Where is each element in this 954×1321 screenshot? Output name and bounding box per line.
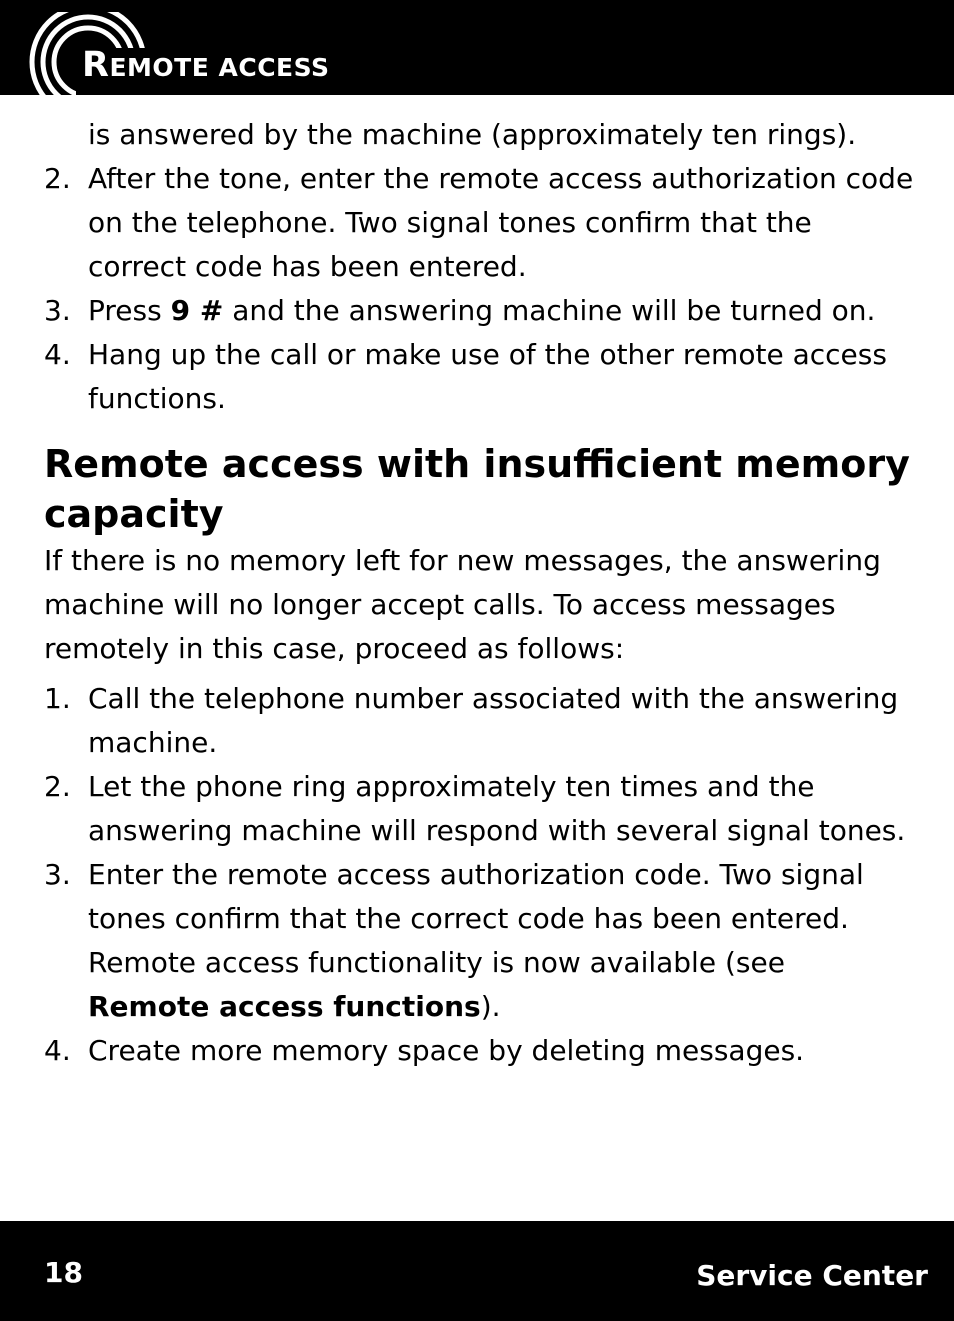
page-content [44,113,914,1073]
list-item [44,333,914,421]
item-number: 3. [44,294,71,327]
list-item [44,157,914,289]
page-header [0,0,954,95]
item-number: 2. [44,162,71,195]
steps-list-2 [44,677,914,1073]
item-text-post: ). [480,990,501,1023]
item-text: Call the telephone number associated with the answering machine. [88,682,899,759]
steps-list-1 [44,157,914,421]
item-number: 4. [44,1034,71,1067]
item-text: Hang up the call or make use of the other remote access functions. [88,338,887,415]
page-number: 18 [44,1256,83,1289]
list-item [44,853,914,1029]
page-footer [0,1221,954,1321]
item-key-combination: 9 # [170,294,224,327]
item-text: Enter the remote access authorization code. Two signal tones confirm that the correct code has been entered. Remote access functionality is now available (see [88,858,864,979]
item-text: Create more memory space by deleting messages. [88,1034,805,1067]
cross-reference-link: Remote access functions [88,990,481,1023]
list-item [44,765,914,853]
list-item [44,289,914,333]
section-title-initial: R [82,45,110,85]
list-continuation: is answered by the machine (approximately ten rings). [88,118,857,151]
list-item [44,677,914,765]
item-number: 2. [44,770,71,803]
section-intro: If there is no memory left for new messages, the answering machine will no longer accept calls. To access messages remotely in this case, proceed as follows: [44,544,881,665]
item-number: 3. [44,858,71,891]
item-number: 4. [44,338,71,371]
footer-section-label: Service Center [696,1259,928,1292]
item-text-post: and the answering machine will be turned on. [223,294,876,327]
item-text: After the tone, enter the remote access authorization code on the telephone. Two signal tones confirm that the correct code has been entered. [88,162,914,283]
section-title-rest: EMOTE ACCESS [109,53,330,82]
item-text-pre: Press [88,294,171,327]
list-item [44,1029,914,1073]
item-number: 1. [44,682,71,715]
section-heading: Remote access with insufficient memory capacity [44,442,910,536]
section-title [82,45,330,85]
item-text: Let the phone ring approximately ten times and the answering machine will respond with several signal tones. [88,770,906,847]
